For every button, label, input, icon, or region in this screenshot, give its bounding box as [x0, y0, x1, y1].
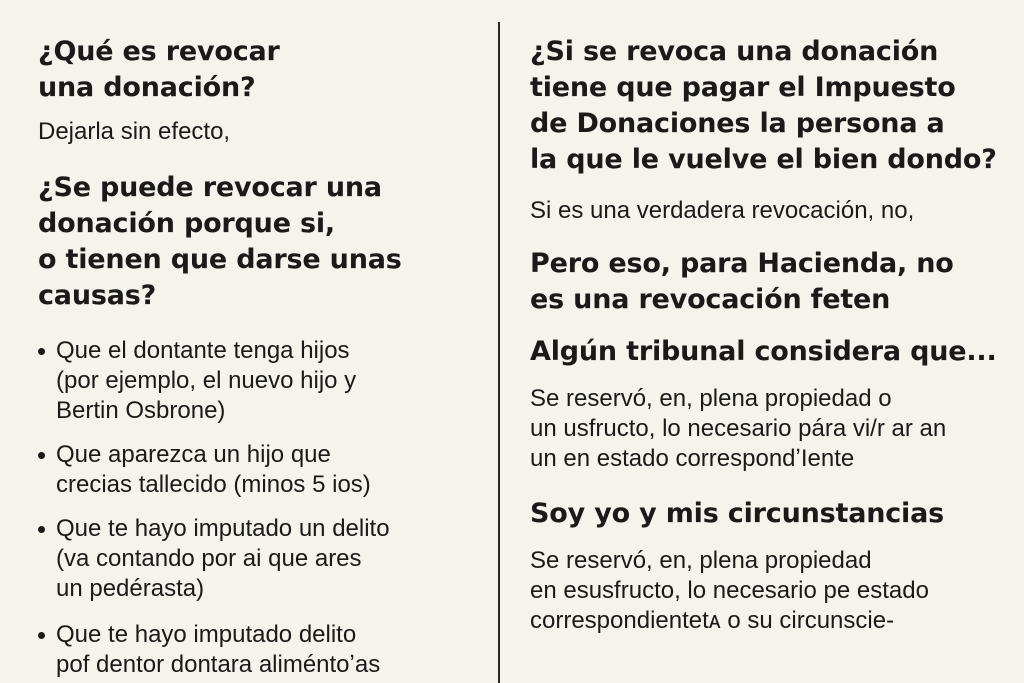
bullet-icon [38, 632, 45, 639]
bullet-icon [38, 452, 45, 459]
answer-tax: Si es una verdadera revocación, no, [530, 197, 915, 224]
list-item: Que el dontante tenga hijos (por ejemplo, el nuevo hijo y Bertin Osbrone) [38, 336, 476, 426]
question-what-is-revoke: ¿Qué es revocar una donación? [38, 36, 280, 103]
list-item: Que aparezca un hijo que crecias tallecido (minos 5 ios) [38, 440, 476, 500]
answer-tribunal: Se reservó, en, plena propiedad o un usfructo, lo necesario pára vi/r ar an un en estado correspondʼIente [530, 385, 947, 472]
bullet-icon [38, 348, 45, 355]
question-can-revoke: ¿Se puede revocar una donación porque si, o tienen que darse unas causas? [38, 172, 402, 311]
heading-circumstances: Soy yo y mis circunstancias [530, 498, 944, 529]
heading-tribunal: Algún tribunal considera que... [530, 336, 997, 367]
answer-what-is-revoke: Dejarla sin efecto, [38, 118, 231, 145]
column-divider [498, 22, 500, 683]
list-item: Que te hayo imputado un delito (va contando por ai que ares un pedérasta) [38, 514, 476, 604]
list-item: Que te hayo imputado delito pof dentor dontara aliméntoʼas [38, 620, 476, 680]
question-tax: ¿Si se revoca una donación tiene que pagar el Impuesto de Donaciones la persona a la que le vuelve el bien dondo? [530, 36, 997, 175]
bullet-icon [38, 526, 45, 533]
heading-hacienda: Pero eso, para Hacienda, no es una revocación feten [530, 248, 954, 315]
answer-circumstances: Se reservó, en, plena propiedad en esusfructo, lo necesario pe estado correspondientetᴀ o su circunscie- [530, 547, 929, 634]
